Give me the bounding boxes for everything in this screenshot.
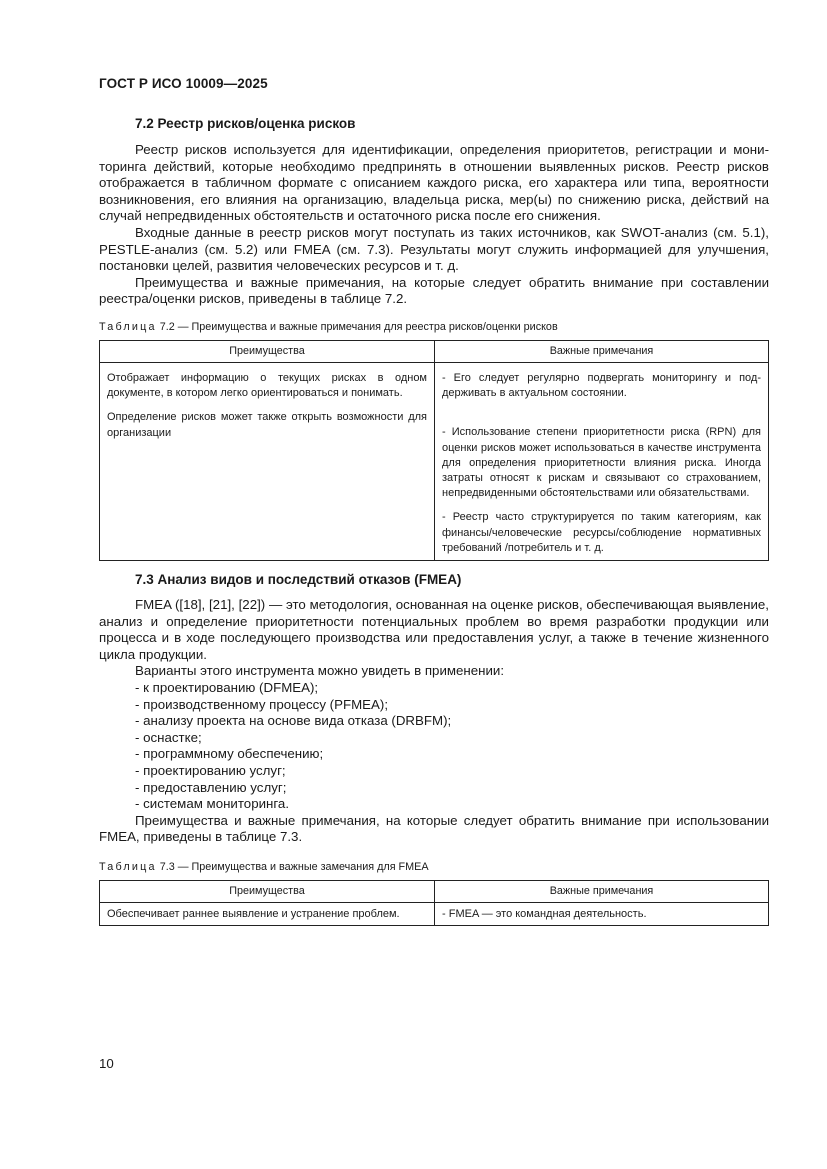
advantages-cell — [100, 362, 435, 560]
page-content — [99, 115, 769, 926]
table-7-3 — [99, 880, 769, 926]
column-header-advantages: Преимущества — [100, 880, 435, 902]
caption-label: Таблица — [99, 320, 157, 333]
table-7-3-caption — [99, 860, 769, 874]
list-item: - проектированию услуг; — [135, 762, 286, 778]
paragraph: Варианты этого инструмента можно увидеть в применении: — [135, 663, 505, 679]
list-item: - системам мониторинга. — [135, 796, 290, 812]
list-item: - оснастке; — [135, 729, 202, 745]
advantage-item: Отображает информацию о текущих рисках в одном документе, в котором легко ориентироваться и понимать. — [107, 371, 427, 400]
column-header-notes: Важные примечания — [435, 880, 769, 902]
note-item: - Его следует регулярно подвергать мониторингу и поддерживать в актуальном состоянии. — [442, 371, 761, 400]
column-header-advantages: Преимущества — [100, 340, 435, 362]
note-item: - Использование степени приоритетности риска (RPN) для оценки рисков может использоваться в качестве инструмента для определения приоритетности влияния риска. Иногда затраты относят к рискам и связывают со страхованием, непредвиденными обстоятельствами или обязательствами. — [442, 426, 761, 500]
paragraph: FMEA ([18], [21], [22]) — это методология, основанная на оценке рисков, обеспечивающая выявление, анализ и определение приоритетности потенциальных проблем во время разработки продукции или процесса и в ходе последующего производства или предоставления услуг, а также в течение жизненного цикла продукции. — [99, 596, 769, 662]
paragraph: Преимущества и важные примечания, на которые следует обратить внимание при использовании FMEA, приведены в таблице 7.3. — [99, 812, 769, 845]
caption-text: 7.3 — Преимущества и важные замечания для FMEA — [156, 860, 429, 873]
advantages-cell — [100, 902, 435, 925]
list-item: - предоставлению услуг; — [135, 779, 287, 795]
table-row — [100, 902, 769, 925]
column-header-notes: Важные примечания — [435, 340, 769, 362]
caption-text: 7.2 — Преимущества и важные примечания для реестра рисков/оценки рисков — [156, 320, 558, 333]
section-7-2-heading: 7.2 Реестр рисков/оценка рисков — [135, 116, 356, 131]
list-item: - к проектированию (DFMEA); — [135, 679, 319, 695]
variants-list — [99, 680, 769, 813]
caption-label: Таблица — [99, 860, 157, 873]
paragraph: Реестр рисков используется для идентификации, определения приоритетов, регистрации и мониторинга действий, которые необходимо предпринять в отношении выявленных рисков. Реестр рисков отображается в табличном формате с описанием каждого риска, его характера или типа, вероятности возникновения, его влияния на организацию, владельца риска, мер(ы) по снижению риска, действий на случай непредвиденных обстоятельств и остаточного риска после его снижения. — [99, 142, 769, 224]
notes-cell — [435, 902, 769, 925]
advantage-item: Обеспечивает раннее выявление и устранение проблем. — [107, 907, 400, 920]
list-item: - программному обеспечению; — [135, 746, 324, 762]
list-item: - производственному процессу (PFMEA); — [135, 696, 389, 712]
note-item: - FMEA — это командная деятельность. — [442, 907, 647, 920]
note-item: - Реестр часто структурируется по таким категориям, как финансы/человеческие ресурсы/соблюдение нормативных требований /потребитель и т. д. — [442, 511, 761, 554]
table-row — [100, 362, 769, 560]
document-header: ГОСТ Р ИСО 10009—2025 — [99, 76, 268, 91]
paragraph: Входные данные в реестр рисков могут поступать из таких источников, как SWOT-анализ (см. 5.1), PESTLE-анализ (см. 5.2) или FMEA (см. 7.3). Результаты могут служить информацией для улучшения, постановки целей, развития человеческих ресурсов и т. д. — [99, 224, 769, 274]
page-number: 10 — [99, 1056, 114, 1071]
advantage-item: Определение рисков может также открыть возможности для организации — [107, 411, 427, 439]
list-item: - анализу проекта на основе вида отказа (DRBFM); — [135, 713, 452, 729]
table-7-2-caption — [99, 320, 769, 334]
paragraph: Преимущества и важные примечания, на которые следует обратить внимание при составлении реестра/оценки рисков, приведены в таблице 7.2. — [99, 274, 769, 307]
notes-cell — [435, 362, 769, 560]
table-7-2 — [99, 340, 769, 561]
section-7-3-heading: 7.3 Анализ видов и последствий отказов (FMEA) — [135, 571, 462, 587]
